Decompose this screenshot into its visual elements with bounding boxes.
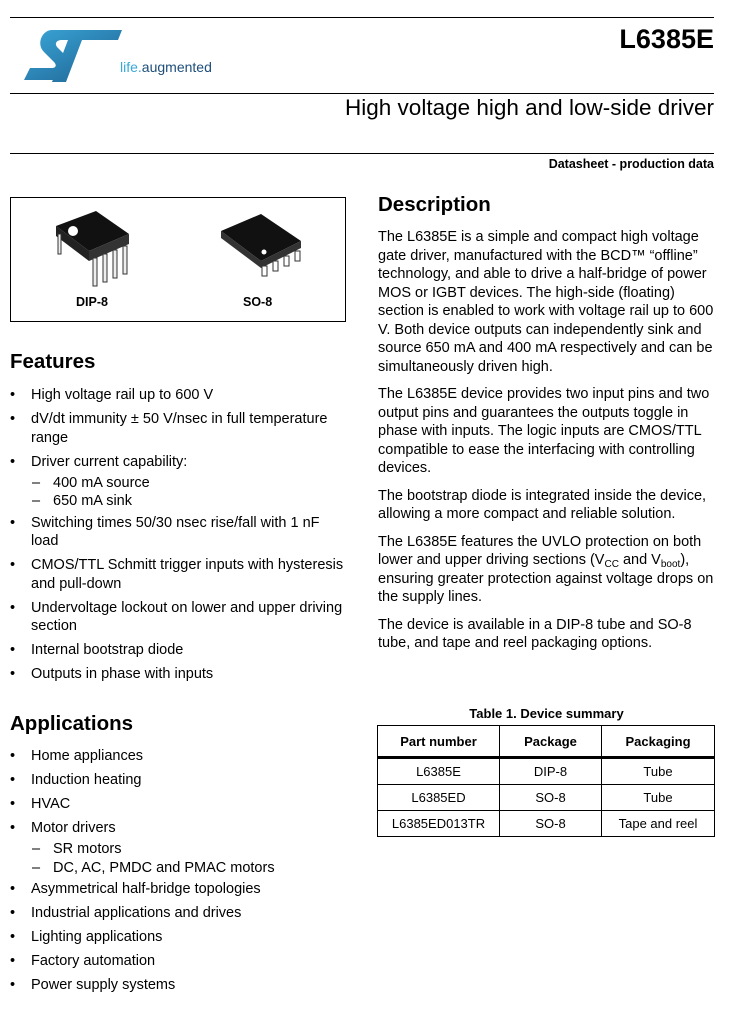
- subscript: boot: [660, 559, 681, 570]
- column-header: Package: [500, 726, 602, 758]
- list-item: • Internal bootstrap diode: [10, 641, 345, 660]
- description-paragraph: The bootstrap diode is integrated inside the device, allowing a more compact and reliable solution.: [378, 487, 707, 522]
- sub-list-item: – DC, AC, PMDC and PMAC motors: [10, 859, 345, 878]
- description-body: [378, 228, 718, 662]
- cell: SO-8: [500, 811, 602, 837]
- features-heading: Features: [10, 350, 96, 373]
- applications-heading: Applications: [10, 712, 134, 735]
- table-row: [378, 758, 715, 785]
- table-header-row: [378, 726, 715, 758]
- cell: L6385E: [378, 758, 500, 785]
- sub-list-item: – 400 mA source: [10, 474, 345, 493]
- description-paragraph: The L6385E device provides two input pins and two output pins and guarantees the outputs toggle in phase with inputs. The logic inputs are CMOS/TTL compatible to ease the interfacing with controlling devices.: [378, 386, 710, 476]
- list-item: • Induction heating: [10, 771, 345, 790]
- tagline-life: life: [120, 59, 138, 75]
- cell: Tube: [602, 758, 715, 785]
- package-figure: [10, 197, 346, 322]
- features-list: [10, 386, 345, 689]
- list-item: • Power supply systems: [10, 976, 345, 995]
- applications-list: [10, 747, 345, 1000]
- description-paragraph: The L6385E is a simple and compact high voltage gate driver, manufactured with the BCD™ “offline” technology, and able to drive a half-bridge of power MOS or IGBT devices. The high-side (floating) section is enabled to work with voltage rail up to 600 V. Both device outputs can independently sink and source 650 mA and 400 mA respectively and can be simultaneously driven high.: [378, 229, 714, 375]
- st-logo: [22, 28, 124, 84]
- table-row: [378, 785, 715, 811]
- cell: SO-8: [500, 785, 602, 811]
- list-item: • High voltage rail up to 600 V: [10, 386, 345, 405]
- part-title: L6385E: [619, 24, 714, 54]
- subtitle: High voltage high and low-side driver: [345, 95, 714, 120]
- subscript: CC: [604, 559, 619, 570]
- cell: L6385ED013TR: [378, 811, 500, 837]
- tagline-dot: .: [137, 59, 142, 75]
- sub-list-item: – 650 mA sink: [10, 492, 345, 511]
- divider: [10, 153, 714, 154]
- so8-label: SO-8: [243, 295, 273, 309]
- list-item: • Industrial applications and drives: [10, 904, 345, 923]
- sub-list-item: – SR motors: [10, 840, 345, 859]
- doc-type: Datasheet - production data: [548, 157, 714, 171]
- dip8-package-image: [51, 206, 136, 288]
- list-item: • Undervoltage lockout on lower and upper driving section: [10, 599, 345, 636]
- description-heading: Description: [378, 193, 491, 216]
- so8-package-image: [216, 206, 306, 286]
- list-item: • dV/dt immunity ± 50 V/nsec in full temperature range: [10, 410, 345, 447]
- list-item: • Asymmetrical half-bridge topologies: [10, 880, 345, 899]
- table-row: [378, 811, 715, 837]
- tagline-augmented: augmented: [141, 59, 212, 75]
- text: and V: [618, 552, 661, 568]
- tagline: [120, 59, 212, 75]
- column-header: Packaging: [602, 726, 715, 758]
- list-item: • Lighting applications: [10, 928, 345, 947]
- divider: [10, 17, 714, 18]
- cell: Tube: [602, 785, 715, 811]
- list-item: • Outputs in phase with inputs: [10, 665, 345, 684]
- table-caption: Table 1. Device summary: [469, 706, 624, 721]
- description-paragraph: [378, 533, 718, 607]
- text: The L6385E features the UVLO protection on both lower and upper driving sections (V: [378, 533, 702, 568]
- list-item: • Factory automation: [10, 952, 345, 971]
- list-item: • Home appliances: [10, 747, 345, 766]
- divider: [10, 93, 714, 94]
- list-item: • HVAC: [10, 795, 345, 814]
- list-item: • Motor drivers: [10, 819, 345, 838]
- cell: L6385ED: [378, 785, 500, 811]
- list-item: • CMOS/TTL Schmitt trigger inputs with hysteresis and pull-down: [10, 556, 345, 593]
- column-header: Part number: [378, 726, 500, 758]
- dip8-label: DIP-8: [76, 295, 108, 309]
- cell: DIP-8: [500, 758, 602, 785]
- text: ), ensuring greater protection against voltage drops on the supply lines.: [378, 552, 714, 605]
- list-item: • Switching times 50/30 nsec rise/fall with 1 nF load: [10, 514, 345, 551]
- list-item: • Driver current capability:: [10, 453, 345, 472]
- description-paragraph: The device is available in a DIP-8 tube and SO-8 tube, and tape and reel packaging options.: [378, 616, 692, 651]
- device-summary-table: [377, 725, 715, 837]
- cell: Tape and reel: [602, 811, 715, 837]
